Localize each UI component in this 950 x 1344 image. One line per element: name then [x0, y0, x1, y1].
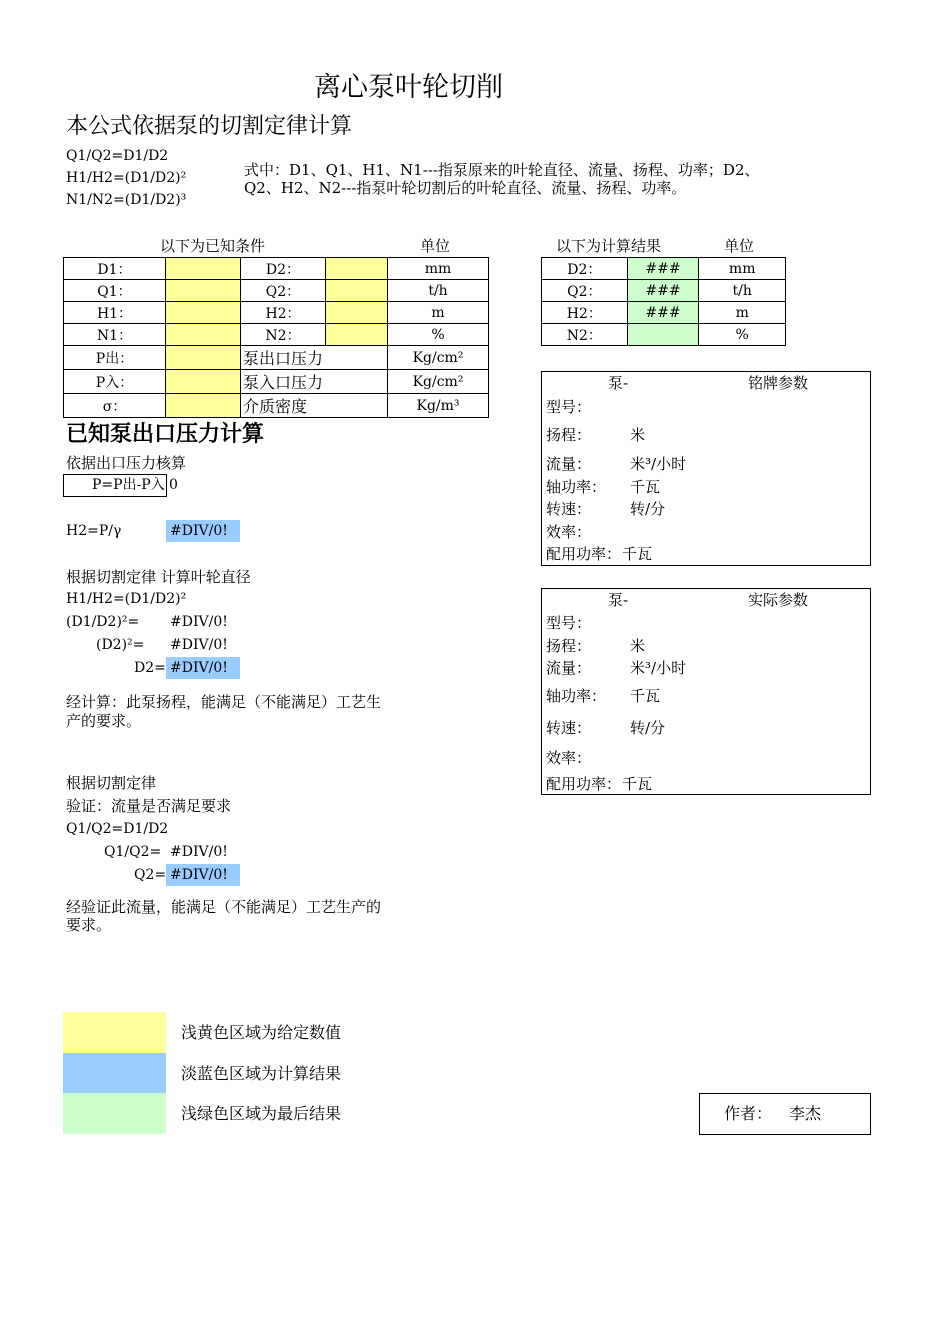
formula-h: H1/H2=(D1/D2)²: [66, 170, 187, 186]
result-unit-header: 单位: [724, 237, 755, 255]
known-unit: %: [388, 324, 489, 346]
page-title: 离心泵叶轮切削: [314, 72, 503, 103]
result-label: D2：: [542, 258, 628, 280]
table-row: [64, 346, 489, 370]
formula-q: Q1/Q2=D1/D2: [66, 148, 169, 164]
known-input-q2[interactable]: [326, 280, 388, 302]
flow-formula-3-label: Q2=: [134, 867, 167, 883]
known-label: D1：: [64, 258, 166, 280]
pressure-value: 0: [169, 477, 178, 493]
diameter-formula-3-value: #DIV/0!: [170, 637, 228, 653]
result-header: 以下为计算结果: [556, 237, 662, 255]
legend-swatch-green: [63, 1093, 166, 1134]
h2-calc-value: #DIV/0!: [166, 520, 240, 542]
actual-flow: 流量：: [546, 659, 592, 677]
nameplate-speed-unit: 转/分: [630, 500, 666, 518]
known-label: H2：: [241, 302, 326, 324]
known-input-n1[interactable]: [166, 324, 241, 346]
diameter-basis: 根据切割定律 计算叶轮直径: [66, 568, 251, 586]
actual-eff: 效率：: [546, 749, 592, 767]
known-label: N2：: [241, 324, 326, 346]
flow-conclusion-2: 要求。: [66, 916, 112, 934]
actual-power: 配用功率：: [546, 775, 622, 793]
known-label: σ：: [64, 394, 166, 418]
result-unit: t/h: [699, 280, 786, 302]
result-value-q2: ###: [627, 280, 699, 302]
table-row: [64, 370, 489, 394]
diameter-formula-2-value: #DIV/0!: [170, 614, 228, 630]
actual-head-unit: 米: [630, 637, 646, 655]
known-desc: 泵入口压力: [241, 370, 388, 394]
h2-formula-label: H2=P/γ: [66, 523, 122, 539]
diameter-conclusion-1: 经计算：此泵扬程，能满足（不能满足）工艺生: [66, 693, 382, 711]
diameter-formula-3-label: (D2)²=: [96, 637, 145, 653]
legend-swatch-yellow: [63, 1012, 166, 1053]
known-label: P入：: [64, 370, 166, 394]
actual-speed: 转速：: [546, 719, 592, 737]
flow-formula-2-label: Q1/Q2=: [104, 844, 162, 860]
result-value-d2: ###: [627, 258, 699, 280]
known-input-q1[interactable]: [166, 280, 241, 302]
actual-power-unit: 千瓦: [622, 775, 653, 793]
known-desc: 泵出口压力: [241, 346, 388, 370]
nameplate-title: 铭牌参数: [748, 374, 809, 392]
result-label: N2：: [542, 324, 628, 346]
actual-pump: 泵-: [608, 591, 629, 609]
d2-calc-value: #DIV/0!: [166, 657, 240, 679]
pressure-heading: 已知泵出口压力计算: [66, 422, 265, 447]
diameter-formula-4-label: D2=: [134, 660, 166, 676]
table-row: [64, 302, 489, 324]
known-input-d1[interactable]: [166, 258, 241, 280]
actual-title: 实际参数: [748, 591, 809, 609]
known-unit: m: [388, 302, 489, 324]
flow-basis: 根据切割定律: [66, 774, 157, 792]
q2-calc-value: #DIV/0!: [166, 864, 240, 886]
table-row: [64, 258, 489, 280]
known-input-h2[interactable]: [326, 302, 388, 324]
nameplate-shaft-unit: 千瓦: [630, 478, 661, 496]
known-unit: t/h: [388, 280, 489, 302]
nameplate-eff: 效率：: [546, 523, 592, 541]
result-label: H2：: [542, 302, 628, 324]
actual-model: 型号：: [546, 614, 592, 632]
known-input-density[interactable]: [166, 394, 241, 418]
known-label: D2：: [241, 258, 326, 280]
flow-conclusion-1: 经验证此流量，能满足（不能满足）工艺生产的: [66, 898, 382, 916]
flow-formula-1: Q1/Q2=D1/D2: [66, 821, 169, 837]
known-table: [63, 257, 489, 418]
known-unit-header: 单位: [420, 237, 451, 255]
legend-green-label: 浅绿色区域为最后结果: [181, 1104, 342, 1123]
nameplate-flow: 流量：: [546, 455, 592, 473]
result-value-h2: ###: [627, 302, 699, 324]
actual-head: 扬程：: [546, 637, 592, 655]
result-unit: m: [699, 302, 786, 324]
table-row: [542, 324, 786, 346]
nameplate-pump: 泵-: [608, 374, 629, 392]
known-input-d2[interactable]: [326, 258, 388, 280]
known-desc: 介质密度: [241, 394, 388, 418]
result-unit: mm: [699, 258, 786, 280]
table-row: [542, 280, 786, 302]
nameplate-head-unit: 米: [630, 426, 646, 444]
table-row: [542, 302, 786, 324]
nameplate-power: 配用功率：: [546, 545, 622, 563]
flow-verify: 验证：流量是否满足要求: [66, 797, 232, 815]
actual-speed-unit: 转/分: [630, 719, 666, 737]
known-header: 以下为已知条件: [160, 237, 266, 255]
result-table: [541, 257, 786, 346]
note-line-2: Q2、H2、N2---指泵叶轮切割后的叶轮直径、流量、扬程、功率。: [244, 179, 687, 197]
known-label: Q1：: [64, 280, 166, 302]
legend-yellow-label: 浅黄色区域为给定数值: [181, 1023, 342, 1042]
known-unit: Kg/cm²: [388, 346, 489, 370]
flow-formula-2-value: #DIV/0!: [170, 844, 228, 860]
formula-n: N1/N2=(D1/D2)³: [66, 192, 187, 208]
nameplate-power-unit: 千瓦: [622, 545, 653, 563]
nameplate-flow-unit: 米³/小时: [630, 455, 687, 473]
known-input-p-in[interactable]: [166, 370, 241, 394]
author-label: 作者：: [724, 1104, 773, 1123]
known-unit: mm: [388, 258, 489, 280]
legend-blue-label: 淡蓝色区域为计算结果: [181, 1064, 342, 1083]
result-label: Q2：: [542, 280, 628, 302]
actual-flow-unit: 米³/小时: [630, 659, 687, 677]
pressure-formula: P=P出-P入: [92, 477, 165, 493]
pressure-basis: 依据出口压力核算: [66, 454, 187, 472]
known-input-p-out[interactable]: [166, 346, 241, 370]
table-row: [64, 280, 489, 302]
known-input-h1[interactable]: [166, 302, 241, 324]
nameplate-shaft: 轴功率：: [546, 478, 607, 496]
known-unit: Kg/cm²: [388, 370, 489, 394]
known-label: P出：: [64, 346, 166, 370]
diameter-formula-1: H1/H2=(D1/D2)²: [66, 591, 187, 607]
result-unit: %: [699, 324, 786, 346]
subtitle: 本公式依据泵的切割定律计算: [66, 114, 353, 139]
known-label: N1：: [64, 324, 166, 346]
nameplate-speed: 转速：: [546, 500, 592, 518]
known-label: H1：: [64, 302, 166, 324]
actual-shaft-unit: 千瓦: [630, 687, 661, 705]
known-unit: Kg/m³: [388, 394, 489, 418]
nameplate-head: 扬程：: [546, 426, 592, 444]
table-row: [542, 258, 786, 280]
note-line-1: 式中：D1、Q1、H1、N1---指泵原来的叶轮直径、流量、扬程、功率；D2、: [244, 161, 760, 179]
diameter-formula-2-label: (D1/D2)²=: [66, 614, 140, 630]
table-row: [64, 324, 489, 346]
diameter-conclusion-2: 产的要求。: [66, 712, 142, 730]
author-name: 李杰: [789, 1104, 822, 1123]
table-row: [64, 394, 489, 418]
known-input-n2[interactable]: [326, 324, 388, 346]
legend-swatch-blue: [63, 1053, 166, 1093]
known-label: Q2：: [241, 280, 326, 302]
nameplate-model: 型号：: [546, 398, 592, 416]
result-value-n2: [627, 324, 699, 346]
actual-shaft: 轴功率：: [546, 687, 607, 705]
